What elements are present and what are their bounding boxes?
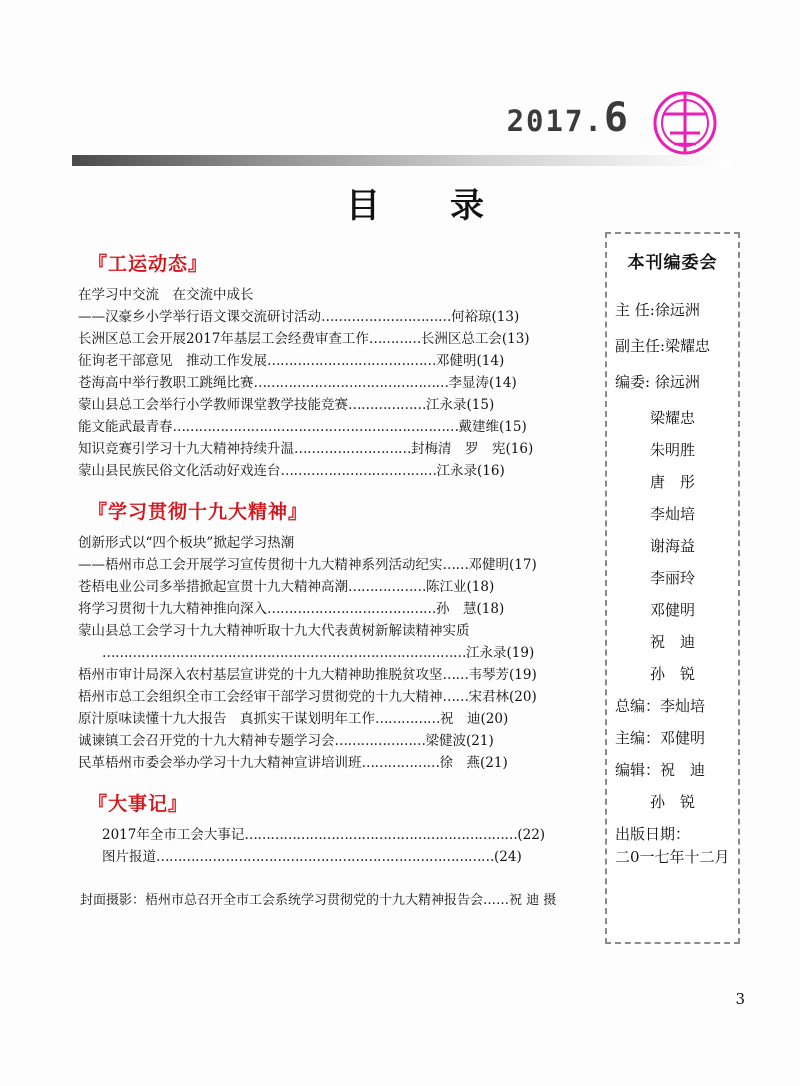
board-row: 主 任:徐远洲 [615,301,700,319]
entry-author: 长洲区总工会(13) [420,331,530,347]
entry-author: 祝 迪(20) [440,711,509,727]
board-row: 编委: 徐远洲 [615,373,700,391]
header-rule [72,155,730,166]
entry-title: 在学习中交流 在交流中成长 [78,287,254,303]
publish-date-label: 出版日期： [615,825,691,843]
entry-title: 蒙山县总工会学习十九大精神听取十九大代表黄树新解读精神实质 [78,623,470,639]
entry-author: 宋君林(20) [468,689,537,705]
entry-title: 征询老干部意见 推动工作发展 [78,353,267,369]
entry-title: 民革梧州市委会举办学习十九大精神宣讲培训班 [78,755,362,771]
entry-title: 能文能武最青春 [78,419,173,435]
issue-number: 6 [603,95,630,141]
entry-author: 韦琴芳(19) [468,667,537,683]
entry-dots: …… [442,557,469,573]
toc-entry[interactable] [70,440,580,459]
issue-header [400,88,730,158]
section-heading: 『工运动态』 [88,253,209,275]
page-title: 目 录 [346,186,502,226]
toc-entry[interactable] [70,374,580,393]
cover-photo-credit: 封面摄影：梧州市总召开全市工会系统学习贯彻党的十九大精神报告会……祝 迪 摄 [80,893,557,908]
toc-entry[interactable] [70,622,580,641]
entry-title: 创新形式以“四个板块”掀起学习热潮 [78,535,295,551]
toc-entry[interactable] [70,578,580,597]
entry-dots: …… [442,689,469,705]
entry-title: 蒙山县总工会举行小学教师课堂教学技能竞赛 [78,397,348,413]
toc-entry[interactable] [70,396,580,415]
toc-entry[interactable] [70,688,580,707]
board-row: 孙 锐 [649,665,695,683]
union-emblem-icon [650,88,720,158]
toc-entry[interactable] [70,418,580,437]
entry-title: ——汉豪乡小学举行语文课交流研讨活动 [78,309,321,325]
board-row: 李丽玲 [649,569,695,587]
entry-dots: …………………………………………………………………… [156,849,494,865]
entry-dots: ………………………………… [267,353,436,369]
entry-title: 诚谏镇工会召开党的十九大精神专题学习会 [78,733,335,749]
toc-entry[interactable] [70,286,580,305]
page-number: 3 [735,990,745,1008]
toc-entry[interactable] [70,308,580,327]
entry-author: 江永录(16) [436,463,505,479]
entry-author: 江永录(19) [466,645,535,661]
entry-author: 李显涛(14) [448,375,517,391]
toc-entry[interactable] [70,848,580,867]
board-row: 总编：李灿培 [615,697,706,715]
entry-dots: ………………………………………………………… [172,419,459,435]
entry-author: 戴建维(15) [458,419,527,435]
entry-author: 徐 燕(21) [439,755,508,771]
entry-title: 将学习贯彻十九大精神推向深入 [78,601,267,617]
entry-dots: ……………… [348,397,426,413]
entry-dots: ……………… [348,579,426,595]
toc-entry[interactable] [70,754,580,773]
board-row: 主编：邓健明 [615,729,706,747]
entry-title: 长洲区总工会开展2017年基层工会经费审查工作 [78,331,369,347]
toc-entry[interactable] [70,600,580,619]
board-row: 朱明胜 [649,441,695,459]
editorial-board-title: 本刊编委会 [627,253,718,273]
section-heading: 『学习贯彻十九大精神』 [88,501,309,523]
entry-title: 2017年全市工会大事记 [102,827,245,843]
entry-dots: …… [442,667,469,683]
board-row: 副主任:梁耀忠 [615,337,711,355]
entry-title: ——梧州市总工会开展学习宣传贯彻十九大精神系列活动纪实 [78,557,443,573]
entry-author: (22) [517,827,546,843]
entry-dots: ………………… [334,733,426,749]
entry-author: 何裕琼(13) [451,309,520,325]
board-row: 编辑：祝 迪 [615,761,706,779]
entry-title: 梧州市审计局深入农村基层宣讲党的十九大精神助推脱贫攻坚 [78,667,443,683]
entry-author: 江永录(15) [426,397,495,413]
entry-title: 蒙山县民族民俗文化活动好戏连台 [78,463,281,479]
board-row: 唐 彤 [649,473,695,491]
publish-date-value: 二0一七年十二月 [615,848,730,866]
entry-title: 图片报道 [102,849,156,865]
table-of-contents [70,245,580,908]
entry-dots: ……………………………………………………… [244,827,518,843]
toc-entry[interactable] [70,710,580,729]
toc-entry[interactable] [70,666,580,685]
entry-title: 苍海高中举行教职工跳绳比赛 [78,375,254,391]
entry-dots: …………… [375,711,440,727]
issue-year: 2017. [506,104,604,138]
entry-author: 梁健波(21) [425,733,494,749]
entry-author: 邓健明(17) [468,557,537,573]
board-row: 梁耀忠 [649,409,695,427]
entry-title: 原汁原味读懂十九大报告 真抓实干谋划明年工作 [78,711,375,727]
entry-author: 封梅清 罗 宪(16) [411,441,534,457]
entry-dots: ……………………………… [280,463,437,479]
entry-dots: ………………………… [321,309,451,325]
toc-entry[interactable] [70,352,580,371]
entry-title: 苍梧电业公司多举措掀起宣贯十九大精神高潮 [78,579,348,595]
toc-entry[interactable] [70,826,580,845]
toc-entry[interactable] [70,462,580,481]
editorial-board-box [605,232,740,944]
entry-author: (24) [494,849,522,865]
issue-text [506,95,630,141]
toc-entry[interactable] [70,644,580,663]
toc-entry[interactable] [70,534,580,553]
entry-dots: ……………………………………… [253,375,449,391]
entry-dots: ……………………… [294,441,411,457]
board-row: 孙 锐 [649,793,695,811]
section-heading: 『大事记』 [88,793,189,815]
toc-entry[interactable] [70,330,580,349]
entry-dots: ………… [368,331,421,347]
entry-dots: ……………… [361,755,440,771]
entry-title: 知识竞赛引学习十九大精神持续升温 [78,441,294,457]
board-row: 李灿培 [649,505,695,523]
entry-author: 孙 慧(18) [436,601,505,617]
entry-author: 陈江业(18) [426,579,495,595]
board-row: 邓健明 [649,601,695,619]
toc-entry[interactable] [70,556,580,575]
board-row: 谢海益 [649,537,695,555]
board-row: 祝 迪 [649,633,695,651]
entry-title: 梧州市总工会组织全市工会经审干部学习贯彻党的十九大精神 [78,689,443,705]
entry-dots: ………………………………………………………………………… [102,645,466,661]
entry-author: 邓健明(14) [436,353,505,369]
toc-entry[interactable] [70,732,580,751]
entry-dots: ………………………………… [267,601,436,617]
